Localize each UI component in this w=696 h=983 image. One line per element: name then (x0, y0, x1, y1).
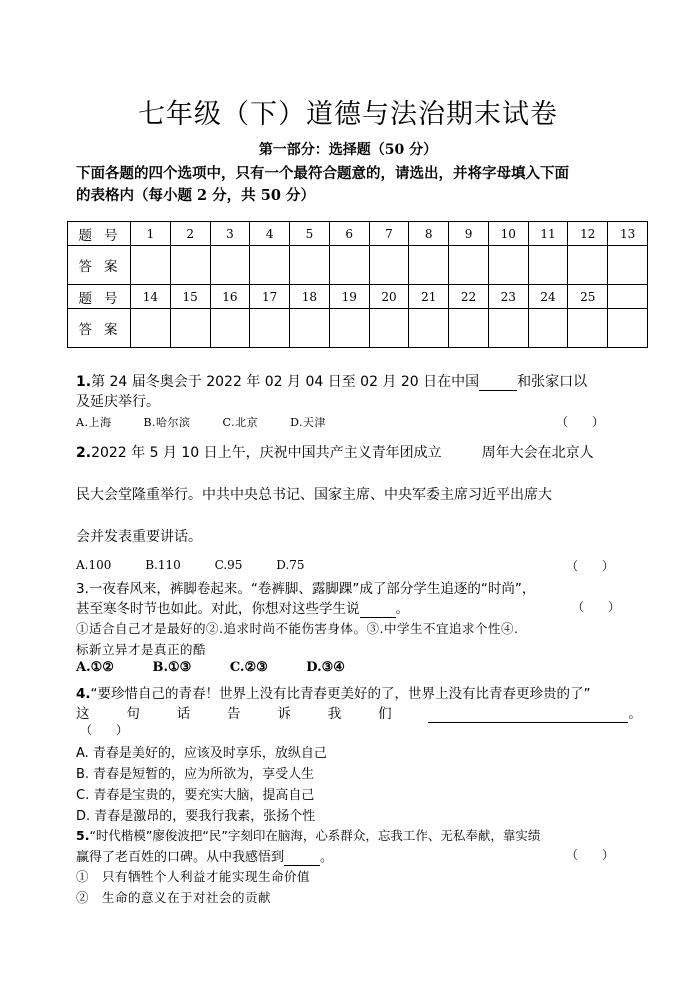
table-cell-number: 10 (488, 222, 528, 246)
answer-cell[interactable] (409, 309, 449, 348)
fill-blank[interactable] (284, 850, 320, 866)
answer-cell[interactable] (369, 309, 409, 348)
question-2-options (76, 558, 327, 572)
table-row-answers-2 (68, 309, 648, 348)
table-cell-number: 3 (210, 222, 250, 246)
option-d: D.天津 (290, 416, 327, 429)
question-char: 句 (126, 706, 140, 722)
table-label-answer: 答案 (68, 309, 131, 348)
question-number: 1. (76, 374, 92, 390)
page-title: 七年级（下）道德与法治期末试卷 (138, 99, 558, 130)
option-b: B.110 (145, 558, 181, 572)
option-b: B. 青春是短暂的，应为所欲为，享受人生 (76, 767, 315, 782)
answer-cell[interactable] (131, 309, 171, 348)
table-cell-number: 22 (449, 285, 489, 309)
answer-cell[interactable] (449, 309, 489, 348)
table-cell-number: 12 (568, 222, 608, 246)
question-text: 和张家口以 (517, 374, 588, 390)
section-heading: 第一部分：选择题（50 分） (258, 142, 438, 158)
question-text: 。 (628, 706, 642, 722)
question-4-line-2 (76, 702, 642, 723)
instruction-line-1: 下面各题的四个选项中，只有一个最符合题意的，请选出，并将字母填入下面 (76, 165, 569, 182)
table-cell-number: 6 (329, 222, 369, 246)
question-char: 诉 (277, 706, 291, 722)
table-cell-number: 25 (568, 285, 608, 309)
option-d: D. 青春是激昂的，要我行我素，张扬个性 (76, 809, 316, 824)
answer-cell[interactable] (290, 309, 330, 348)
question-5-line-2 (76, 846, 333, 866)
answer-cell[interactable] (449, 246, 489, 285)
question-5-item-2: ② 生命的意义在于对社会的贡献 (76, 890, 272, 905)
table-cell-number: 20 (369, 285, 409, 309)
table-label-number: 题号 (68, 285, 131, 309)
answer-parentheses: （ ） (80, 723, 129, 737)
option-a: A.100 (76, 558, 112, 572)
table-cell-number: 18 (290, 285, 330, 309)
answer-cell[interactable] (170, 309, 210, 348)
question-2-line-1 (76, 442, 594, 462)
table-cell-number: 4 (250, 222, 290, 246)
question-text: 。 (320, 850, 334, 865)
answer-cell[interactable] (528, 246, 568, 285)
question-char: 话 (176, 706, 191, 722)
option-c: C.②③ (229, 660, 268, 675)
answer-cell[interactable] (329, 309, 369, 348)
question-5-line-1 (76, 826, 540, 844)
option-b: B.①③ (152, 660, 192, 675)
question-1-line-1 (76, 371, 587, 391)
answer-table (67, 221, 648, 348)
question-3-line-3: ①适合自己才是最好的②.追求时尚不能伤害身体。③.中学生不宜追求个性④. (76, 621, 519, 636)
question-2-line-2: 民大会堂隆重举行。中共中央总书记、国家主席、中央军委主席习近平出席大 (76, 487, 552, 503)
table-cell-number: 9 (449, 222, 489, 246)
answer-cell[interactable] (131, 246, 171, 285)
question-char: 们 (378, 706, 392, 722)
table-label-answer: 答案 (68, 246, 131, 285)
option-d: D.75 (276, 558, 305, 572)
answer-cell[interactable] (608, 309, 648, 348)
table-cell-number: 2 (170, 222, 210, 246)
table-cell-number: 17 (250, 285, 290, 309)
table-cell-number: 23 (488, 285, 528, 309)
question-1-options (76, 414, 348, 430)
option-b: B.哈尔滨 (143, 416, 191, 429)
question-text: “时代楷模”廖俊波把“民”字刻印在脑海，心系群众，忘我工作、无私奉献，靠实绩 (89, 828, 541, 843)
answer-cell[interactable] (250, 246, 290, 285)
question-text: 。 (395, 601, 409, 617)
option-a: A.①② (76, 660, 114, 675)
question-3-line-1: 3.一夜春风来，裤脚卷起来。“卷裤脚、露脚踝”成了部分学生追逐的“时尚”， (76, 581, 536, 597)
option-a: A. 青春是美好的，应该及时享乐，放纵自己 (76, 746, 327, 761)
answer-cell[interactable] (210, 309, 250, 348)
answer-parentheses: （ ） (572, 600, 621, 614)
option-d: D.③④ (306, 660, 345, 675)
table-label-number: 题号 (68, 222, 131, 246)
question-char: 这 (76, 706, 90, 722)
question-number: 4. (76, 686, 91, 702)
question-text: 甚至寒冬时节也如此。对此，你想对这些学生说 (76, 601, 360, 617)
answer-cell[interactable] (210, 246, 250, 285)
answer-cell[interactable] (568, 246, 608, 285)
question-4-line-1 (76, 682, 591, 702)
question-number: 2. (76, 445, 92, 461)
table-cell-number: 11 (528, 222, 568, 246)
answer-cell[interactable] (409, 246, 449, 285)
fill-blank[interactable] (428, 706, 628, 723)
fill-blank-wrap (428, 702, 642, 723)
question-char: 我 (327, 706, 342, 722)
question-3-options (76, 660, 367, 675)
answer-cell[interactable] (528, 309, 568, 348)
fill-blank[interactable] (360, 601, 396, 618)
question-3-line-2 (76, 597, 409, 618)
table-cell-number: 24 (528, 285, 568, 309)
table-row-numbers-2 (68, 285, 648, 309)
answer-cell[interactable] (170, 246, 210, 285)
question-text: 赢得了老百姓的口碑。从中我感悟到 (76, 850, 285, 865)
question-number: 5. (76, 828, 90, 843)
answer-parentheses: （ ） (566, 559, 615, 573)
option-c: C.北京 (222, 416, 259, 429)
table-cell-number: 21 (409, 285, 449, 309)
answer-parentheses: （ ） (566, 848, 615, 862)
question-1-line-2: 及延庆举行。 (76, 394, 160, 410)
instruction-line-2: 的表格内（每小题 2 分，共 50 分） (76, 187, 315, 204)
table-row-numbers-1 (68, 222, 648, 246)
question-5-item-1: ① 只有牺牲个人利益才能实现生命价值 (76, 869, 311, 884)
table-cell-number: 8 (409, 222, 449, 246)
answer-cell[interactable] (568, 309, 608, 348)
answer-parentheses: （ ） (556, 415, 605, 429)
table-cell-number: 15 (170, 285, 210, 309)
answer-cell[interactable] (290, 246, 330, 285)
answer-cell[interactable] (488, 309, 528, 348)
option-a: A.上海 (76, 416, 112, 429)
question-text: “要珍惜自己的青春！世界上没有比青春更美好的了，世界上没有比青春更珍贵的了” (90, 686, 591, 702)
answer-cell[interactable] (488, 246, 528, 285)
option-c: C.95 (214, 558, 243, 572)
table-row-answers-1 (68, 246, 648, 285)
answer-cell[interactable] (369, 246, 409, 285)
answer-cell[interactable] (250, 309, 290, 348)
fill-blank[interactable] (479, 374, 517, 391)
table-cell-number: 14 (131, 285, 171, 309)
question-char: 告 (227, 706, 241, 722)
question-2-line-3: 会并发表重要讲话。 (76, 529, 202, 545)
question-text: 第 24 届冬奥会于 2022 年 02 月 04 日至 02 月 20 日在中国 (91, 374, 480, 390)
option-c: C. 青春是宝贵的，要充实大脑，提高自己 (76, 788, 315, 803)
table-cell-number: 16 (210, 285, 250, 309)
question-text: 周年大会在北京人 (481, 445, 594, 461)
table-cell-number: 13 (608, 222, 648, 246)
answer-cell[interactable] (329, 246, 369, 285)
table-cell-number (608, 285, 648, 309)
table-cell-number: 5 (290, 222, 330, 246)
table-cell-number: 19 (329, 285, 369, 309)
question-3-line-4: 标新立异才是真正的酷 (76, 642, 207, 657)
table-cell-number: 1 (131, 222, 171, 246)
question-text: 2022 年 5 月 10 日上午，庆祝中国共产主义青年团成立 (91, 445, 442, 461)
table-cell-number: 7 (369, 222, 409, 246)
answer-cell[interactable] (608, 246, 648, 285)
